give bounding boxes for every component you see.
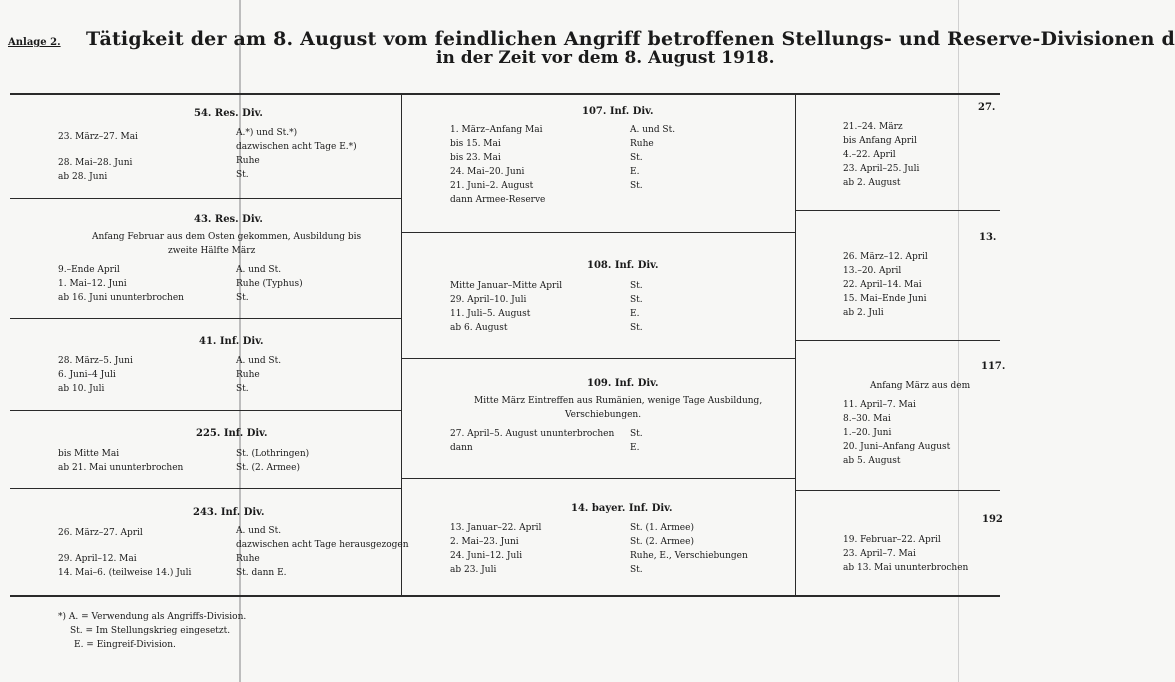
division-note: zweite Hälfte März bbox=[168, 246, 256, 256]
activity: dazwischen acht Tage herausgezogen bbox=[236, 540, 409, 550]
period: 29. April–12. Mai bbox=[58, 554, 137, 564]
activity: Ruhe bbox=[236, 156, 260, 166]
activity: St. bbox=[236, 293, 249, 303]
period: bis Mitte Mai bbox=[58, 449, 120, 459]
period: 27. April–5. August ununterbrochen bbox=[450, 429, 615, 439]
period: 2. Mai–23. Juni bbox=[450, 537, 519, 547]
period: 23. März–27. Mai bbox=[58, 132, 138, 142]
period: ab 28. Juni bbox=[58, 172, 108, 182]
activity: Ruhe (Typhus) bbox=[236, 279, 303, 289]
activity: A.*) und St.*) bbox=[236, 128, 298, 138]
footnote: E. = Eingreif-Division. bbox=[74, 640, 176, 650]
page-title: Tätigkeit der am 8. August vom feindlichen Angriff betroffenen Stellungs- und Reserve-Divisionen d bbox=[86, 28, 1175, 50]
period: 1. März–Anfang Mai bbox=[450, 125, 543, 135]
col3-separator bbox=[796, 340, 1000, 341]
division-title: 43. Res. Div. bbox=[194, 214, 263, 225]
period: ab 5. August bbox=[843, 456, 901, 466]
activity: Ruhe bbox=[236, 554, 260, 564]
page-fold-right bbox=[958, 0, 959, 682]
period: 11. April–7. Mai bbox=[843, 400, 916, 410]
period: 20. Juni–Anfang August bbox=[843, 442, 951, 452]
division-title: 13. bbox=[979, 232, 997, 243]
division-title: 117. bbox=[981, 361, 1006, 372]
period: dann bbox=[450, 443, 473, 453]
activity: Ruhe, E., Verschiebungen bbox=[630, 551, 748, 561]
period: 4.–22. April bbox=[843, 150, 896, 160]
period: bis 23. Mai bbox=[450, 153, 501, 163]
activity: E. bbox=[630, 167, 640, 177]
period: 9.–Ende April bbox=[58, 265, 120, 275]
period: 29. April–10. Juli bbox=[450, 295, 527, 305]
column-divider-1 bbox=[401, 94, 402, 595]
division-title: 54. Res. Div. bbox=[194, 108, 263, 119]
activity: A. und St. bbox=[236, 526, 282, 536]
period: 24. Mai–20. Juni bbox=[450, 167, 525, 177]
activity: St. (2. Armee) bbox=[236, 463, 300, 473]
period: 15. Mai–Ende Juni bbox=[843, 294, 927, 304]
period: ab 21. Mai ununterbrochen bbox=[58, 463, 184, 473]
activity: St. (1. Armee) bbox=[630, 523, 694, 533]
col2-separator bbox=[402, 478, 795, 479]
col1-separator bbox=[10, 410, 401, 411]
period: ab 2. Juli bbox=[843, 308, 884, 318]
division-title: 107. Inf. Div. bbox=[582, 106, 654, 117]
activity: St. (Lothringen) bbox=[236, 449, 310, 459]
period: ab 13. Mai ununterbrochen bbox=[843, 563, 969, 573]
activity: St. dann E. bbox=[236, 568, 287, 578]
division-title: 27. bbox=[978, 102, 996, 113]
activity: St. bbox=[630, 153, 643, 163]
period: 22. April–14. Mai bbox=[843, 280, 922, 290]
division-note: Anfang März aus dem bbox=[870, 381, 971, 391]
page-subtitle: in der Zeit vor dem 8. August 1918. bbox=[436, 48, 775, 68]
activity: Ruhe bbox=[630, 139, 654, 149]
col1-separator bbox=[10, 318, 401, 319]
period: ab 16. Juni ununterbrochen bbox=[58, 293, 184, 303]
period: bis 15. Mai bbox=[450, 139, 501, 149]
activity: E. bbox=[630, 443, 640, 453]
division-note: Mitte März Eintreffen aus Rumänien, wenige Tage Ausbildung, bbox=[474, 396, 763, 406]
period: 23. April–25. Juli bbox=[843, 164, 920, 174]
period: 23. April–7. Mai bbox=[843, 549, 916, 559]
period: Mitte Januar–Mitte April bbox=[450, 281, 563, 291]
activity: E. bbox=[630, 309, 640, 319]
col1-separator bbox=[10, 488, 401, 489]
period: 21. Juni–2. August bbox=[450, 181, 534, 191]
period: ab 23. Juli bbox=[450, 565, 497, 575]
column-divider-2 bbox=[795, 94, 796, 595]
period: 26. März–27. April bbox=[58, 528, 143, 538]
division-title: 225. Inf. Div. bbox=[196, 428, 268, 439]
table-top-border bbox=[10, 93, 1000, 95]
activity: St. bbox=[236, 384, 249, 394]
col3-separator bbox=[796, 490, 1000, 491]
period: bis Anfang April bbox=[843, 136, 917, 146]
period: 1. Mai–12. Juni bbox=[58, 279, 127, 289]
period: 8.–30. Mai bbox=[843, 414, 891, 424]
activity: St. bbox=[630, 565, 643, 575]
activity: St. bbox=[630, 181, 643, 191]
activity: St. bbox=[630, 281, 643, 291]
period: 1.–20. Juni bbox=[843, 428, 892, 438]
period: ab 2. August bbox=[843, 178, 901, 188]
activity: St. bbox=[236, 170, 249, 180]
period: ab 10. Juli bbox=[58, 384, 105, 394]
division-note: Verschiebungen. bbox=[565, 410, 642, 420]
division-title: 109. Inf. Div. bbox=[587, 378, 659, 389]
activity: St. (2. Armee) bbox=[630, 537, 694, 547]
period: ab 6. August bbox=[450, 323, 508, 333]
footnote: *) A. = Verwendung als Angriffs-Division. bbox=[58, 612, 247, 622]
period: 11. Juli–5. August bbox=[450, 309, 531, 319]
division-title: 14. bayer. Inf. Div. bbox=[571, 503, 673, 514]
period: 14. Mai–6. (teilweise 14.) Juli bbox=[58, 568, 192, 578]
annex-label: Anlage 2. bbox=[8, 37, 61, 48]
division-title: 192 bbox=[982, 514, 1003, 525]
period: 26. März–12. April bbox=[843, 252, 928, 262]
division-title: 41. Inf. Div. bbox=[199, 336, 264, 347]
period: 13. Januar–22. April bbox=[450, 523, 542, 533]
col3-separator bbox=[796, 210, 1000, 211]
period: 28. März–5. Juni bbox=[58, 356, 133, 366]
activity: dazwischen acht Tage E.*) bbox=[236, 142, 357, 152]
activity: St. bbox=[630, 323, 643, 333]
col1-separator bbox=[10, 198, 401, 199]
activity: St. bbox=[630, 295, 643, 305]
period: 21.–24. März bbox=[843, 122, 903, 132]
activity: A. und St. bbox=[236, 356, 282, 366]
period: 28. Mai–28. Juni bbox=[58, 158, 133, 168]
col2-separator bbox=[402, 232, 795, 233]
division-title: 108. Inf. Div. bbox=[587, 260, 659, 271]
period: 13.–20. April bbox=[843, 266, 902, 276]
footnote: St. = Im Stellungskrieg eingesetzt. bbox=[70, 626, 231, 636]
activity: Ruhe bbox=[236, 370, 260, 380]
period: dann Armee-Reserve bbox=[450, 195, 546, 205]
activity: St. bbox=[630, 429, 643, 439]
activity: A. und St. bbox=[630, 125, 676, 135]
period: 6. Juni–4 Juli bbox=[58, 370, 116, 380]
division-title: 243. Inf. Div. bbox=[193, 507, 265, 518]
table-bottom-border bbox=[10, 595, 1000, 597]
col2-separator bbox=[402, 358, 795, 359]
activity: A. und St. bbox=[236, 265, 282, 275]
period: 19. Februar–22. April bbox=[843, 535, 941, 545]
division-note: Anfang Februar aus dem Osten gekommen, Ausbildung bis bbox=[92, 232, 362, 242]
period: 24. Juni–12. Juli bbox=[450, 551, 523, 561]
